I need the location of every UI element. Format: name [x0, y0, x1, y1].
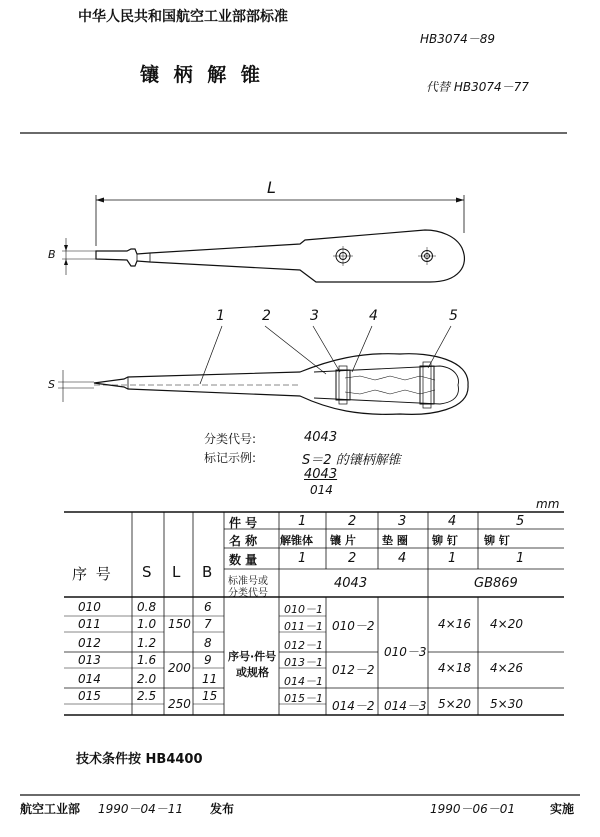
- part-no-1: 1: [298, 514, 307, 529]
- row-part1: 015－1: [284, 692, 323, 705]
- row-b: 11: [202, 672, 218, 686]
- part2-value: 014－2: [332, 699, 375, 713]
- part5-value: 4×20: [490, 617, 523, 631]
- thickness-label: S: [48, 378, 55, 391]
- part5-value: 4×26: [490, 661, 523, 675]
- marking-code-denominator: 014: [310, 483, 333, 497]
- std-code-b: GB869: [474, 576, 518, 591]
- s-header: S: [142, 563, 152, 581]
- footer-issue-date: 1990－04－11: [98, 802, 184, 816]
- l-value: 200: [168, 661, 191, 675]
- part5-value: 5×30: [490, 697, 523, 711]
- top-outline: [96, 230, 464, 282]
- marking-example-label: 标记示例:: [204, 451, 257, 465]
- row-part1: 013－1: [284, 656, 323, 669]
- row-s: 1.2: [137, 636, 157, 650]
- part-no-4: 4: [448, 514, 457, 529]
- callout-3: 3: [310, 308, 319, 324]
- screwdriver-section-view: [58, 326, 468, 414]
- tech-condition: 技术条件按 HB4400: [76, 752, 203, 767]
- part3-value: 010－3: [384, 645, 427, 659]
- qty-3: 4: [398, 551, 407, 566]
- row-s: 1.6: [137, 653, 157, 667]
- qty-5: 1: [516, 551, 525, 566]
- callout-4: 4: [369, 308, 378, 324]
- std-label-2: 分类代号: [228, 588, 268, 599]
- b-header: B: [202, 563, 213, 581]
- row-seq: 010: [78, 600, 101, 614]
- merged-label-1: 序号·件号: [228, 650, 277, 663]
- qty-4: 1: [448, 551, 457, 566]
- class-code-label: 分类代号:: [204, 432, 257, 446]
- row-part1: 012－1: [284, 639, 323, 652]
- merged-label-2: 或规格: [236, 666, 269, 679]
- qty-label: 数 量: [229, 553, 258, 567]
- part4-value: 4×18: [438, 661, 471, 675]
- l-value: 150: [168, 617, 191, 631]
- row-b: 7: [204, 617, 212, 631]
- row-part1: 010－1: [284, 603, 323, 616]
- class-code-value: 4043: [304, 430, 338, 445]
- standard-number: HB3074－89: [420, 32, 496, 46]
- part4-value: 4×16: [438, 617, 471, 631]
- l-header: L: [172, 563, 181, 581]
- row-seq: 012: [78, 636, 101, 650]
- part-name-1: 解锥体: [280, 534, 313, 547]
- marking-code-numerator: 4043: [304, 467, 338, 482]
- section-outline: [94, 354, 468, 415]
- row-s: 2.5: [137, 689, 157, 703]
- part-no-2: 2: [348, 514, 357, 529]
- part-name-3: 垫 圈: [382, 534, 408, 547]
- part-name-2: 镶 片: [330, 534, 356, 547]
- row-seq: 013: [78, 653, 101, 667]
- row-s: 1.0: [137, 617, 157, 631]
- seq-header: 序 号: [72, 565, 113, 583]
- footer-issue-label: 发布: [210, 802, 235, 816]
- row-b: 6: [204, 600, 212, 614]
- row-s: 0.8: [137, 600, 157, 614]
- unit-label: mm: [536, 497, 560, 511]
- row-b: 8: [204, 636, 212, 650]
- part2-value: 010－2: [332, 619, 375, 633]
- row-part1: 014－1: [284, 675, 323, 688]
- callout-1: 1: [216, 308, 225, 324]
- width-label: B: [48, 248, 56, 261]
- l-value: 250: [168, 697, 191, 711]
- part-no-3: 3: [398, 514, 407, 529]
- part2-value: 012－2: [332, 663, 375, 677]
- footer-issuer: 航空工业部: [20, 802, 81, 816]
- screwdriver-top-view: [62, 195, 464, 282]
- part-no-label: 件 号: [229, 516, 258, 530]
- org-standard-title: 中华人民共和国航空工业部部标准: [78, 9, 288, 25]
- marking-example-text: S＝2 的镶柄解锥: [302, 453, 401, 468]
- row-part1: 011－1: [284, 620, 323, 633]
- row-s: 2.0: [137, 672, 157, 686]
- document-title: 镶 柄 解 锥: [140, 64, 264, 86]
- part-no-5: 5: [516, 514, 525, 529]
- footer-impl-label: 实施: [550, 802, 575, 816]
- part-name-5: 铆 钉: [484, 534, 510, 547]
- length-label: L: [267, 178, 276, 197]
- qty-1: 1: [298, 551, 307, 566]
- footer-impl-date: 1990－06－01: [430, 802, 516, 816]
- std-code-a: 4043: [334, 576, 368, 591]
- qty-2: 2: [348, 551, 357, 566]
- row-seq: 015: [78, 689, 101, 703]
- part3-value: 014－3: [384, 699, 427, 713]
- part-name-4: 铆 钉: [432, 534, 458, 547]
- row-seq: 011: [78, 617, 101, 631]
- part4-value: 5×20: [438, 697, 471, 711]
- row-b: 9: [204, 653, 212, 667]
- name-label: 名 称: [229, 534, 258, 548]
- std-label-1: 标准号或: [228, 576, 268, 587]
- callout-5: 5: [449, 308, 458, 324]
- replaces-standard: 代替 HB3074－77: [426, 80, 529, 94]
- row-b: 15: [202, 689, 218, 703]
- callout-2: 2: [262, 308, 271, 324]
- row-seq: 014: [78, 672, 101, 686]
